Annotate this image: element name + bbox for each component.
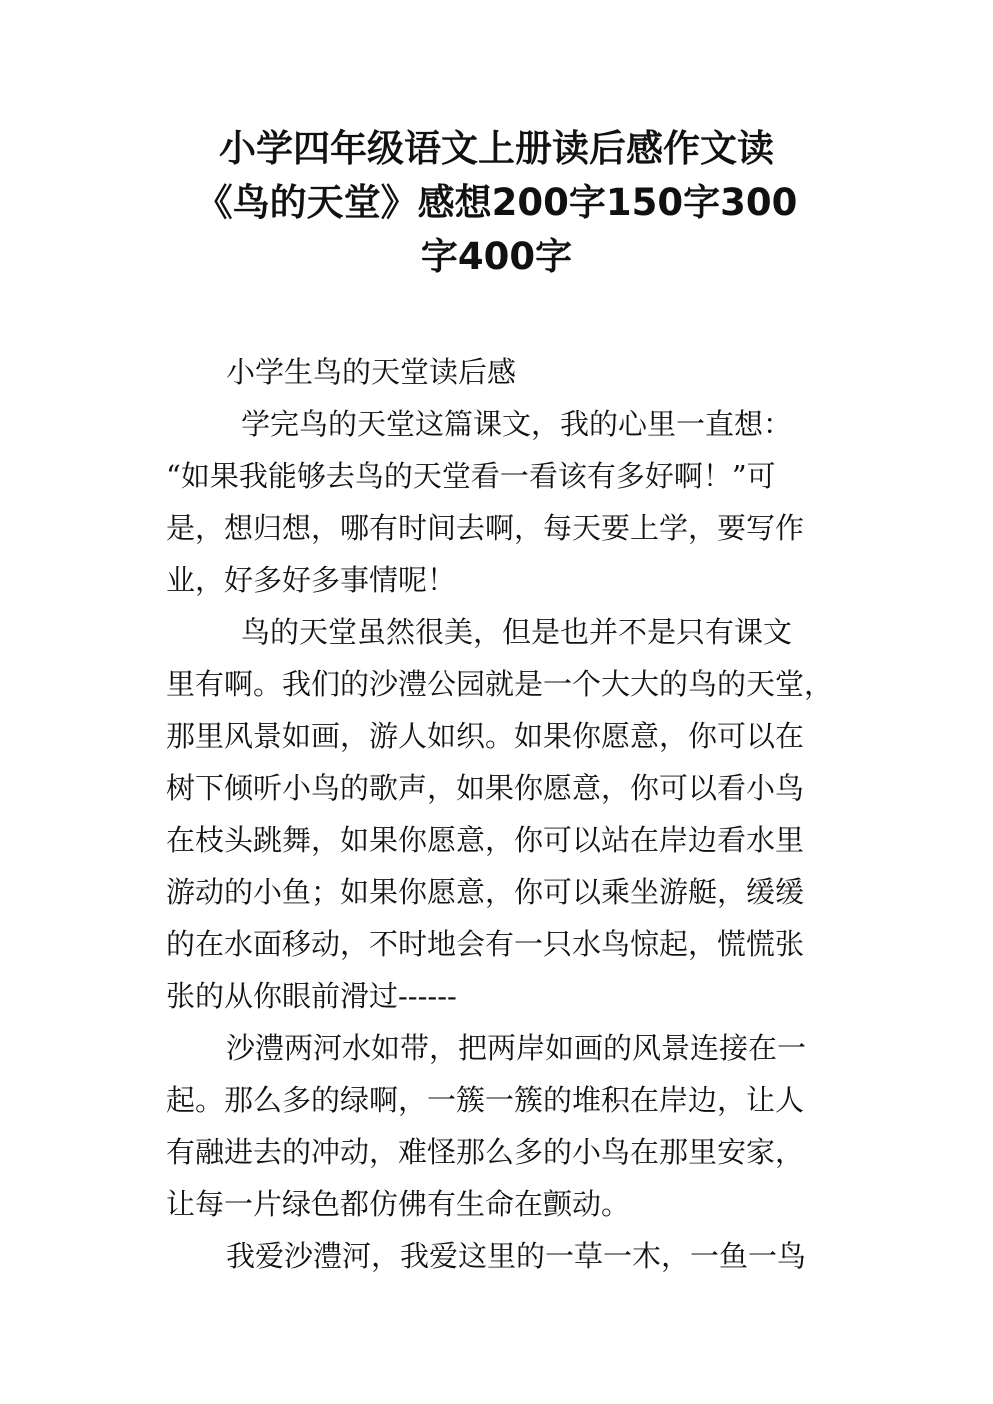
- body-text-line: 学完鸟的天堂这篇课文，我的心里一直想：: [241, 407, 793, 441]
- body-text-line: 是，想归想，哪有时间去啊，每天要上学，要写作: [166, 511, 805, 545]
- body-text-line: “如果我能够去鸟的天堂看一看该有多好啊！”可: [166, 459, 776, 493]
- body-text-line: 有融进去的冲动，难怪那么多的小鸟在那里安家，: [166, 1135, 805, 1169]
- body-text-line: 游动的小鱼；如果你愿意，你可以乘坐游艇，缓缓: [166, 875, 805, 909]
- body-text-line: 的在水面移动，不时地会有一只水鸟惊起，慌慌张: [166, 927, 805, 961]
- body-text-line: 里有啊。我们的沙澧公园就是一个大大的鸟的天堂，: [166, 667, 834, 701]
- body-text-line: 小学生鸟的天堂读后感: [226, 355, 517, 389]
- body-text-line: 业，好多好多事情呢！: [166, 563, 457, 597]
- document-title: [150, 122, 843, 284]
- document-body: [166, 346, 834, 1282]
- body-text-line: 树下倾听小鸟的歌声，如果你愿意，你可以看小鸟: [166, 771, 805, 805]
- body-text-line: 鸟的天堂虽然很美，但是也并不是只有课文: [241, 615, 793, 649]
- title-line: 字400字: [420, 235, 573, 278]
- title-line: 《鸟的天堂》感想200字150字300: [195, 181, 798, 224]
- body-text-line: 让每一片绿色都仿佛有生命在颤动。: [166, 1187, 631, 1221]
- body-text-line: 沙澧两河水如带，把两岸如画的风景连接在一: [226, 1031, 807, 1065]
- title-line: 小学四年级语文上册读后感作文读: [219, 127, 774, 170]
- body-text-line: 那里风景如画，游人如织。如果你愿意，你可以在: [166, 719, 805, 753]
- body-text-line: 我爱沙澧河，我爱这里的一草一木，一鱼一鸟: [226, 1239, 807, 1273]
- body-text-line: 张的从你眼前滑过------: [166, 979, 457, 1013]
- body-text-line: 在枝头跳舞，如果你愿意，你可以站在岸边看水里: [166, 823, 805, 857]
- body-text-line: 起。那么多的绿啊，一簇一簇的堆积在岸边，让人: [166, 1083, 805, 1117]
